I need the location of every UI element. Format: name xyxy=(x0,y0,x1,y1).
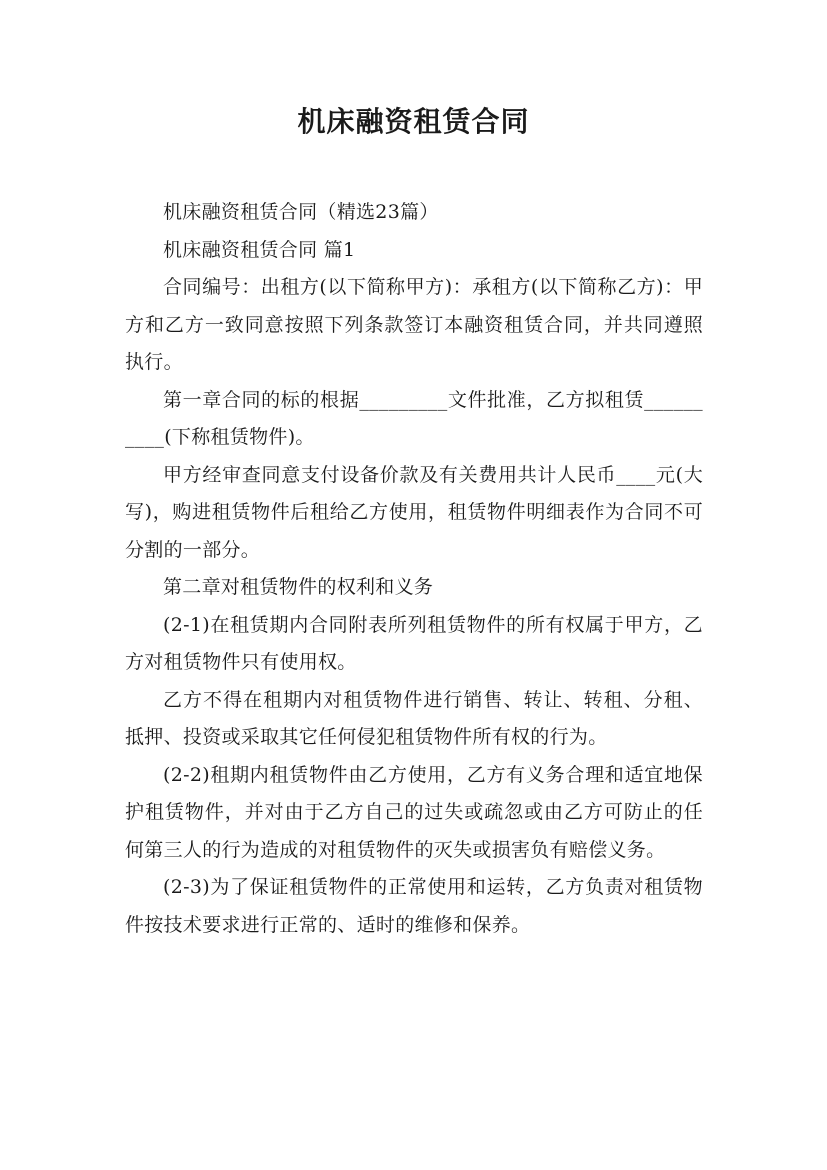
paragraph-section-heading: 机床融资租赁合同 篇1 xyxy=(163,238,356,261)
document-title: 机床融资租赁合同 xyxy=(297,105,530,138)
paragraph-restrictions: 乙方不得在租期内对租赁物件进行销售、转让、转租、分租、抵押、投资或采取其它任何侵犯租赁物件所有权的行为。 xyxy=(125,688,703,748)
document-body xyxy=(125,194,703,944)
paragraph-payment: 甲方经审查同意支付设备价款及有关费用共计人民币____元(大写)，购进租赁物件后租给乙方使用，租赁物件明细表作为合同不可分割的一部分。 xyxy=(125,463,703,561)
paragraph-collection-heading: 机床融资租赁合同（精选23篇） xyxy=(163,201,439,223)
paragraph-clause-2-3: (2-3)为了保证租赁物件的正常使用和运转，乙方负责对租赁物件按技术要求进行正常的、适时的维修和保养。 xyxy=(125,876,703,936)
paragraph-clause-2-2: (2-2)租期内租赁物件由乙方使用，乙方有义务合理和适宜地保护租赁物件，并对由于乙方自己的过失或疏忽或由乙方可防止的任何第三人的行为造成的对租赁物件的灭失或损害负有赔偿义务。 xyxy=(125,763,703,861)
paragraph-contract-parties: 合同编号：出租方(以下简称甲方)：承租方(以下简称乙方)：甲方和乙方一致同意按照下列条款签订本融资租赁合同，并共同遵照执行。 xyxy=(125,276,703,373)
paragraph-clause-2-1: (2-1)在租赁期内合同附表所列租赁物件的所有权属于甲方，乙方对租赁物件只有使用权。 xyxy=(125,613,703,673)
paragraph-chapter-two-heading: 第二章对租赁物件的权利和义务 xyxy=(163,576,434,598)
paragraph-chapter-one: 第一章合同的标的根据_________文件批准，乙方拟租赁__________(下称租赁物件)。 xyxy=(125,388,703,448)
